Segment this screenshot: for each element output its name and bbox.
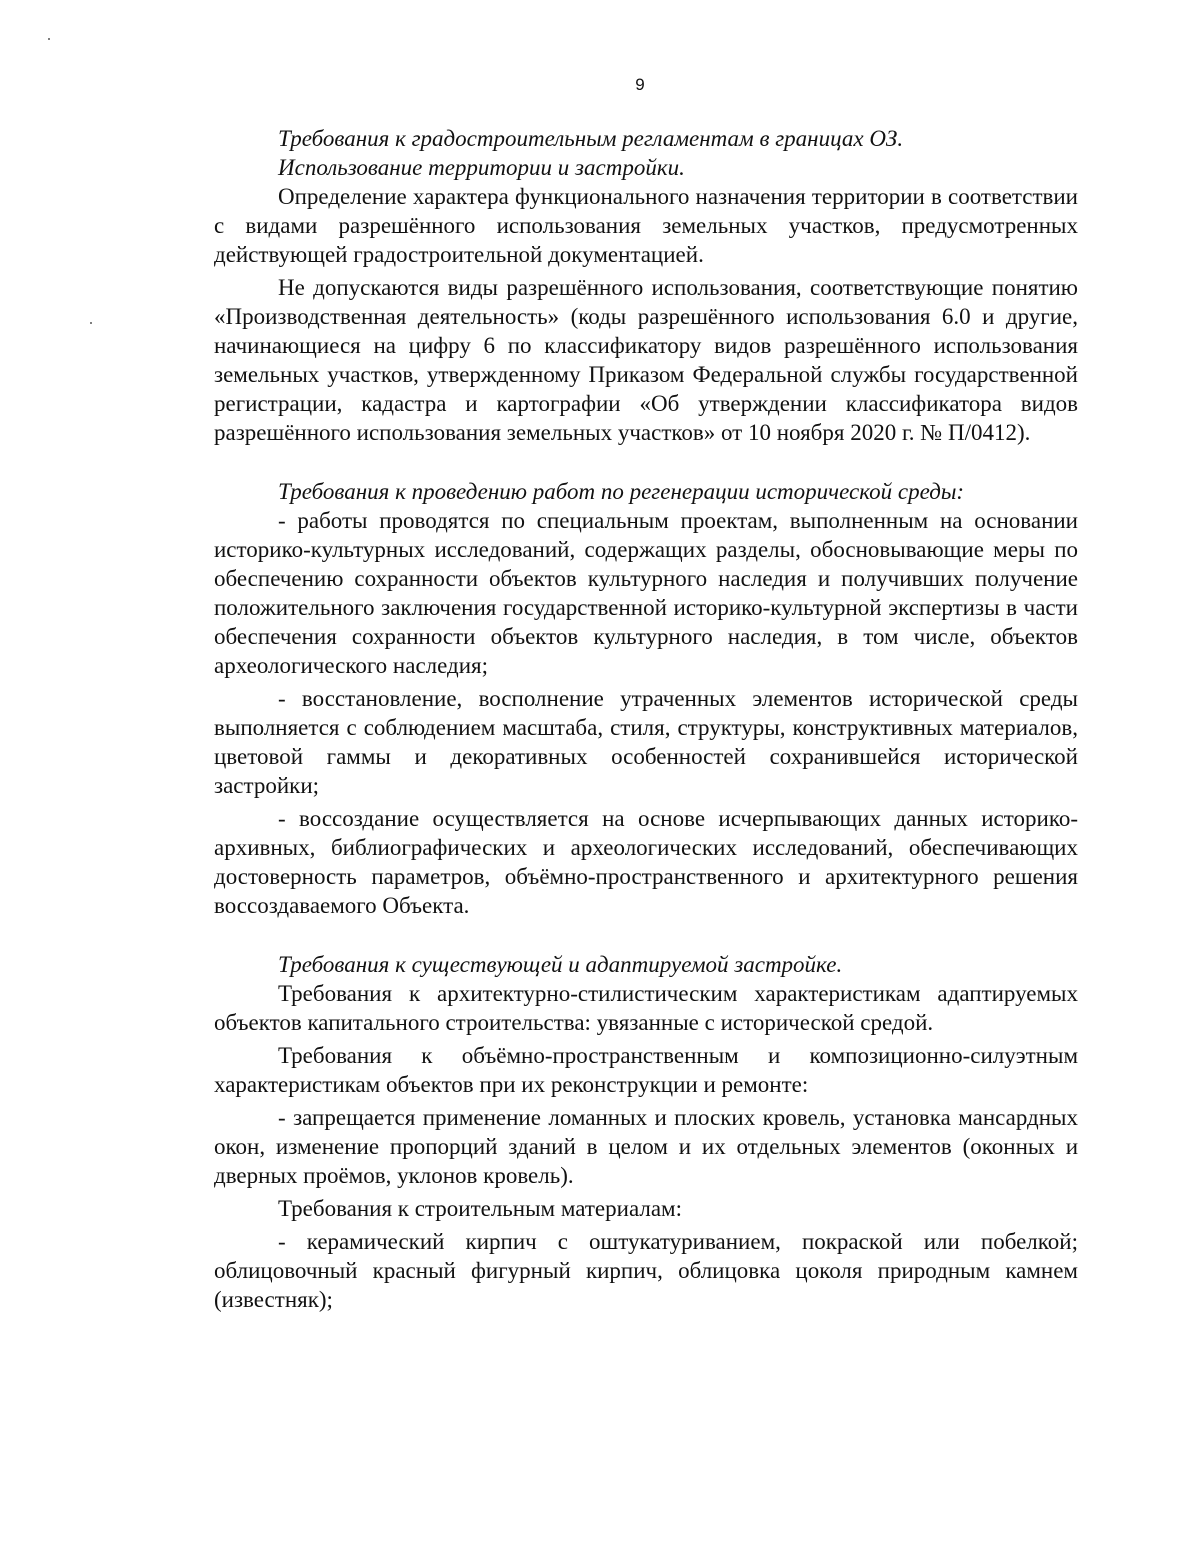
section-heading: Требования к существующей и адаптируемой застройке. (278, 952, 843, 977)
section-heading: Требования к проведению работ по регенерации исторической среды: (278, 479, 965, 504)
scan-speck (48, 38, 50, 40)
list-item: - керамический кирпич с оштукатуриванием, покраской или побелкой; облицовочный красный фигурный кирпич, облицовка цоколя природным камнем (известняк); (214, 1229, 1078, 1312)
list-item: - восстановление, восполнение утраченных элементов исторической среды выполняется с соблюдением масштаба, стиля, структуры, конструктивных материалов, цветовой гаммы и декоративных особенностей сохранившейся исторической застройки; (214, 686, 1078, 798)
list-item: - воссоздание осуществляется на основе исчерпывающих данных историко-архивных, библиографических и археологических исследований, обеспечивающих достоверность параметров, объёмно-пространственного и архитектурного решения воссоздаваемого Объекта. (214, 806, 1078, 918)
section-heading: Требования к градостроительным регламентам в границах ОЗ. (278, 126, 904, 151)
document-body (214, 124, 1078, 1318)
page-number: 9 (635, 75, 645, 94)
paragraph: Требования к объёмно-пространственным и композиционно-силуэтным характеристикам объектов при их реконструкции и ремонте: (214, 1043, 1078, 1097)
list-item: - работы проводятся по специальным проектам, выполненным на основании историко-культурных исследований, содержащих разделы, обосновывающие меры по обеспечению сохранности объектов культурного наследия и получивших получение положительного заключения государственной историко-культурной экспертизы в части обеспечения сохранности объектов культурного наследия, в том числе, объектов археологического наследия; (214, 508, 1078, 678)
scan-speck (90, 322, 92, 324)
paragraph: Требования к архитектурно-стилистическим характеристикам адаптируемых объектов капитального строительства: увязанные с исторической средой. (214, 981, 1078, 1035)
paragraph: Не допускаются виды разрешённого использования, соответствующие понятию «Производственная деятельность» (коды разрешённого использования 6.0 и другие, начинающиеся на цифру 6 по классификатору видов разрешённого использования земельных участков, утвержденному Приказом Федеральной службы государственной регистрации, кадастра и картографии «Об утверждении классификатора видов разрешённого использования земельных участков» от 10 ноября 2020 г. № П/0412). (214, 275, 1078, 445)
list-item: - запрещается применение ломанных и плоских кровель, установка мансардных окон, изменение пропорций зданий в целом и их отдельных элементов (оконных и дверных проёмов, уклонов кровель). (214, 1105, 1078, 1188)
section-existing-buildings-requirements (214, 950, 1078, 1314)
paragraph: Определение характера функционального назначения территории в соответствии с видами разрешённого использования земельных участков, предусмотренных действующей градостроительной документацией. (214, 184, 1078, 267)
section-heading: Использование территории и застройки. (278, 155, 685, 180)
section-zoning-requirements (214, 124, 1078, 447)
section-regeneration-requirements (214, 477, 1078, 920)
paragraph: Требования к строительным материалам: (278, 1196, 682, 1221)
